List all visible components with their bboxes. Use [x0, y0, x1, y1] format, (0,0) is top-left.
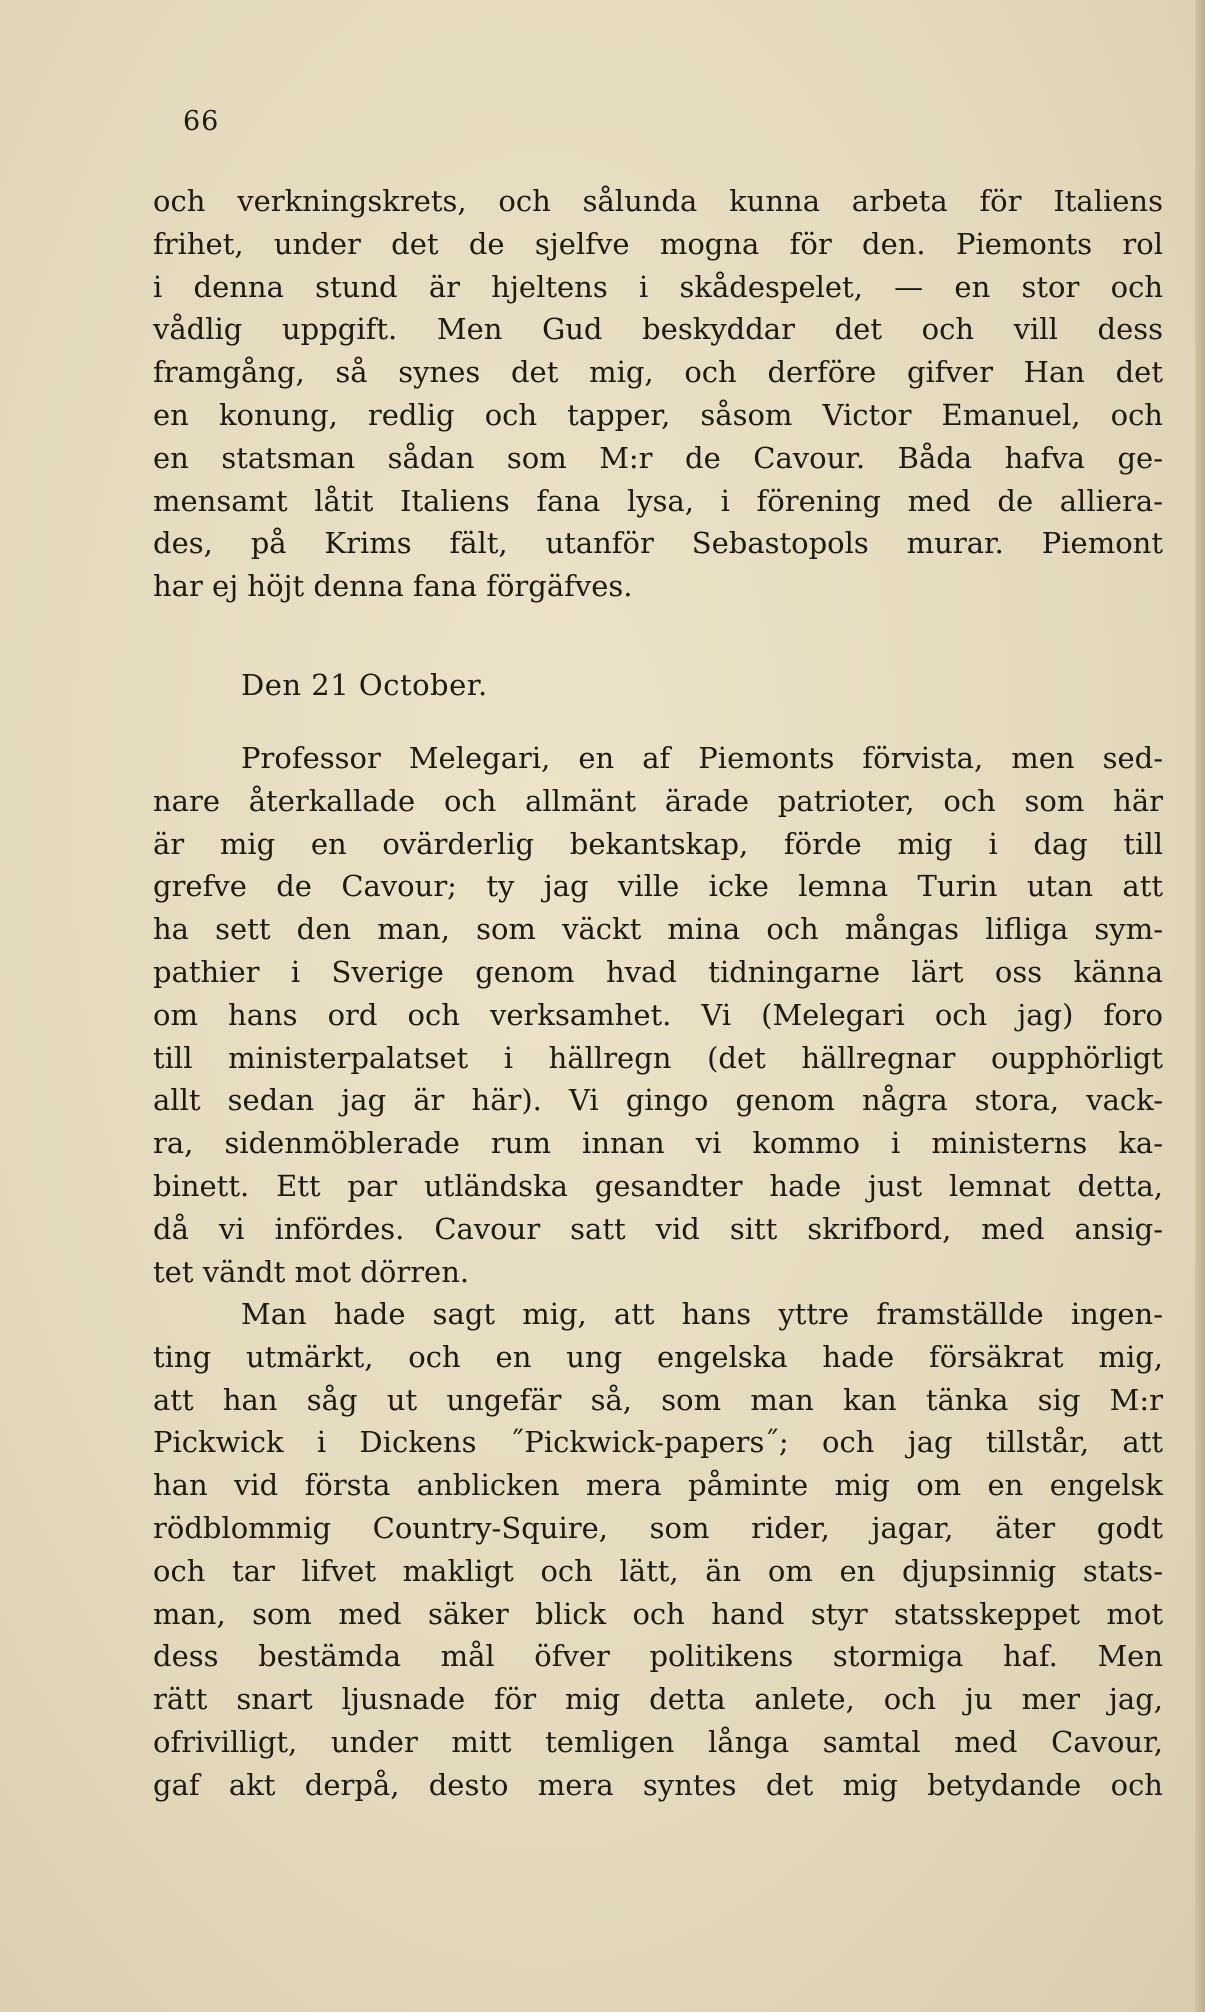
text-line: en statsman sådan som M:r de Cavour. Båda hafva ge- — [153, 440, 1163, 475]
text-line: en konung, redlig och tapper, såsom Victor Emanuel, och — [153, 397, 1163, 432]
text-line: till ministerpalatset i hällregn (det hällregnar oupphörligt — [153, 1040, 1163, 1075]
text-line: man, som med säker blick och hand styr statsskeppet mot — [153, 1596, 1163, 1631]
page-number: 66 — [183, 106, 220, 137]
text-line: binett. Ett par utländska gesandter hade just lemnat detta, — [153, 1168, 1163, 1203]
paragraph-2 — [153, 737, 1163, 1293]
text-line: rätt snart ljusnade för mig detta anlete, och ju mer jag, — [153, 1682, 1163, 1717]
text-line: ra, sidenmöblerade rum innan vi kommo i ministerns ka- — [153, 1126, 1163, 1161]
text-line: är mig en ovärderlig bekantskap, förde mig i dag till — [153, 826, 1163, 861]
text-line: Professor Melegari, en af Piemonts förvista, men sed- — [241, 741, 1163, 775]
text-line: framgång, så synes det mig, och derföre gifver Han det — [153, 355, 1163, 390]
text-line: och tar lifvet makligt och lätt, än om en djupsinnig stats- — [153, 1553, 1163, 1588]
text-line: ofrivilligt, under mitt temligen långa samtal med Cavour, — [153, 1724, 1163, 1759]
text-line: nare återkallade och allmänt ärade patrioter, och som här — [153, 783, 1163, 818]
text-line: allt sedan jag är här). Vi gingo genom några stora, vack- — [153, 1083, 1163, 1118]
text-line: ha sett den man, som väckt mina och mångas lifliga sym- — [153, 912, 1163, 947]
text-line: vådlig uppgift. Men Gud beskyddar det och vill dess — [153, 312, 1163, 347]
text-line: Pickwick i Dickens ˝Pickwick-papers˝; och jag tillstår, att — [153, 1425, 1163, 1460]
text-line: om hans ord och verksamhet. Vi (Melegari och jag) foro — [153, 997, 1163, 1032]
text-line: dess bestämda mål öfver politikens stormiga haf. Men — [153, 1639, 1163, 1674]
text-line: des, på Krims fält, utanför Sebastopols murar. Piemont — [153, 526, 1163, 561]
text-line: har ej höjt denna fana förgäfves. — [153, 569, 633, 604]
text-line: i denna stund är hjeltens i skådespelet, — en stor och — [153, 269, 1163, 304]
text-line: rödblommig Country-Squire, som rider, jagar, äter godt — [153, 1510, 1163, 1545]
text-line: då vi infördes. Cavour satt vid sitt skrifbord, med ansig- — [153, 1211, 1163, 1246]
text-line: gaf akt derpå, desto mera syntes det mig betydande och — [153, 1767, 1163, 1802]
text-line: tet vändt mot dörren. — [153, 1254, 470, 1289]
text-line: Man hade sagt mig, att hans yttre framställde ingen- — [241, 1297, 1163, 1331]
text-line: att han såg ut ungefär så, som man kan tänka sig M:r — [153, 1382, 1163, 1417]
text-line: mensamt låtit Italiens fana lysa, i förening med de alliera- — [153, 483, 1163, 518]
text-line: ting utmärkt, och en ung engelska hade försäkrat mig, — [153, 1339, 1163, 1374]
text-line: grefve de Cavour; ty jag ville icke lemna Turin utan att — [153, 869, 1163, 904]
text-line: han vid första anblicken mera påminte mig om en engelsk — [153, 1468, 1163, 1503]
page-edge — [1195, 0, 1205, 2012]
text-line: och verkningskrets, och sålunda kunna arbeta för Italiens — [153, 184, 1163, 218]
text-line: pathier i Sverige genom hvad tidningarne lärt oss känna — [153, 954, 1163, 989]
dateline: Den 21 October. — [241, 668, 488, 702]
paragraph-1 — [153, 180, 1163, 608]
paragraph-3 — [153, 1293, 1163, 1807]
text-line: frihet, under det de sjelfve mogna för den. Piemonts rol — [153, 226, 1163, 261]
